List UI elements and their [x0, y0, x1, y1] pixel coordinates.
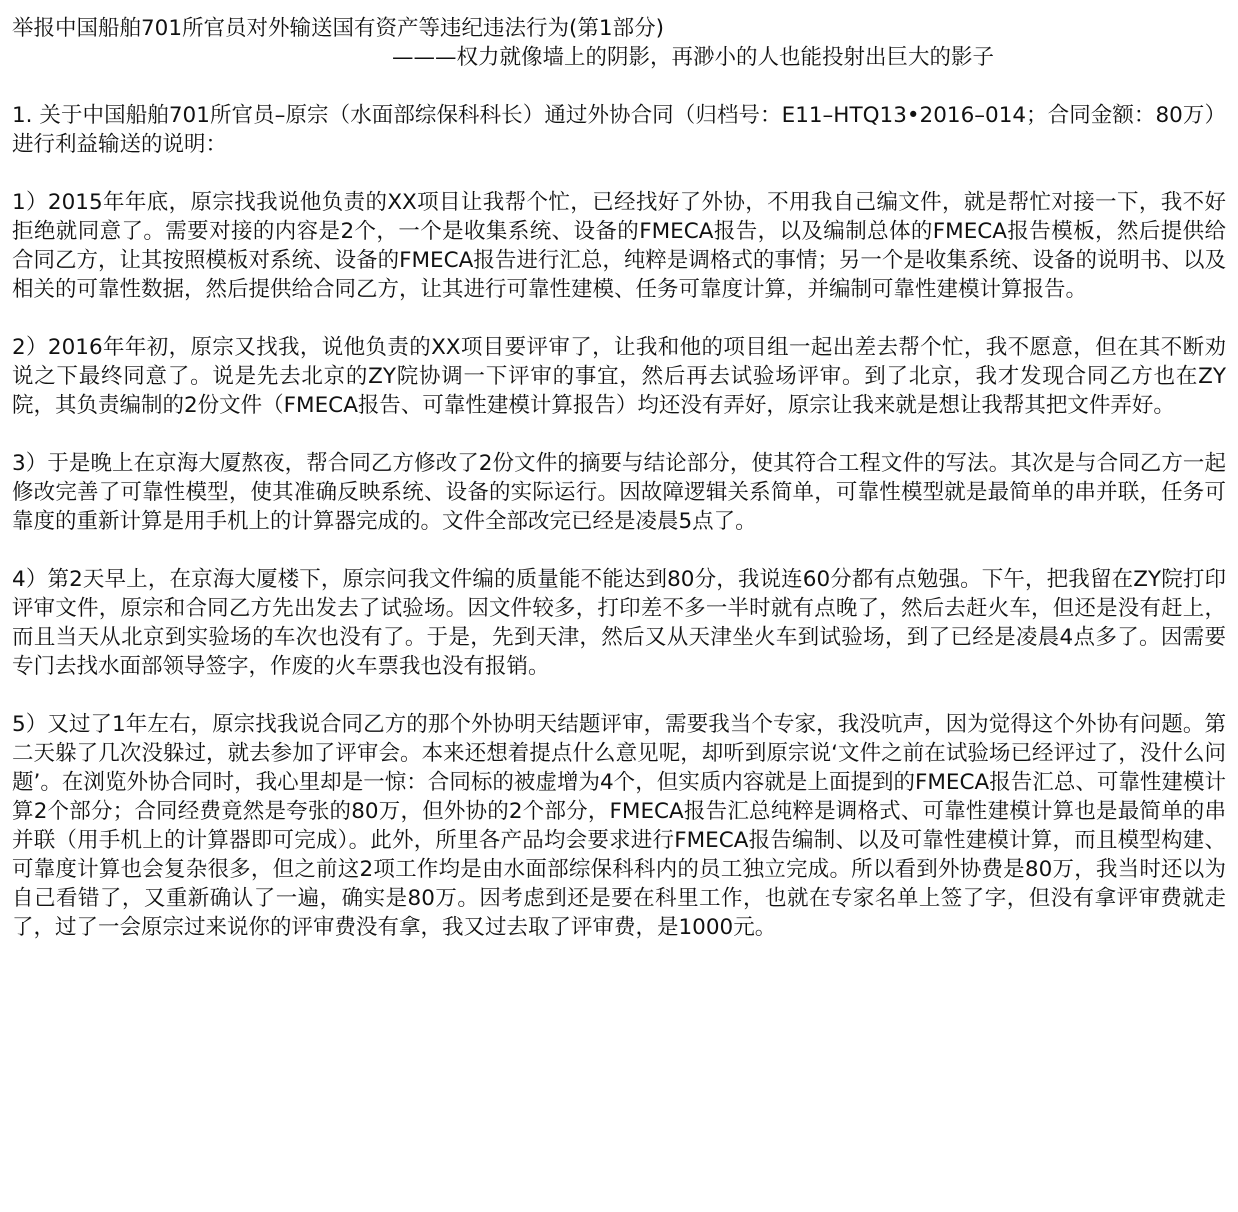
intro-paragraph: 1. 关于中国船舶701所官员–原宗（水面部综保科科长）通过外协合同（归档号：E11–HTQ13•2016–014；合同金额：80万）进行利益输送的说明： — [12, 103, 1226, 157]
spacer — [12, 159, 1226, 188]
spacer — [12, 72, 1226, 101]
spacer — [12, 681, 1226, 710]
spacer — [12, 304, 1226, 333]
spacer — [12, 420, 1226, 449]
paragraph-4: 4）第2天早上，在京海大厦楼下，原宗问我文件编的质量能不能达到80分，我说连60分都有点勉强。下午，把我留在ZY院打印评审文件，原宗和合同乙方先出发去了试验场。因文件较多，打印差不多一半时就有点晚了，然后去赶火车，但还是没有赶上，而且当天从北京到实验场的车次也没有了。于是，先到天津，然后又从天津坐火车到试验场，到了已经是凌晨4点多了。因需要专门去找水面部领导签字，作废的火车票我也没有报销。 — [12, 567, 1226, 679]
paragraph-5: 5）又过了1年左右，原宗找我说合同乙方的那个外协明天结题评审，需要我当个专家，我没吭声，因为觉得这个外协有问题。第二天躲了几次没躲过，就去参加了评审会。本来还想着提点什么意见呢，却听到原宗说‘文件之前在试验场已经评过了，没什么问题’。在浏览外协合同时，我心里却是一惊：合同标的被虚增为4个，但实质内容就是上面提到的FMECA报告汇总、可靠性建模计算2个部分；合同经费竟然是夸张的80万，但外协的2个部分，FMECA报告汇总纯粹是调格式、可靠性建模计算也是最简单的串并联（用手机上的计算器即可完成）。此外，所里各产品均会要求进行FMECA报告编制、以及可靠性建模计算，而且模型构建、可靠度计算也会复杂很多，但之前这2项工作均是由水面部综保科科内的员工独立完成。所以看到外协费是80万，我当时还以为自己看错了，又重新确认了一遍，确实是80万。因考虑到还是要在科里工作，也就在专家名单上签了字，但没有拿评审费就走了，过了一会原宗过来说你的评审费没有拿，我又过去取了评审费，是1000元。 — [12, 712, 1226, 940]
document-subtitle: ———权力就像墙上的阴影，再渺小的人也能投射出巨大的影子 — [392, 45, 995, 70]
document-title: 举报中国船舶701所官员对外输送国有资产等违纪违法行为(第1部分) — [12, 16, 664, 41]
spacer — [12, 536, 1226, 565]
paragraph-1: 1）2015年年底，原宗找我说他负责的XX项目让我帮个忙，已经找好了外协，不用我自己编文件，就是帮忙对接一下，我不好拒绝就同意了。需要对接的内容是2个，一个是收集系统、设备的FMECA报告，以及编制总体的FMECA报告模板，然后提供给合同乙方，让其按照模板对系统、设备的FMECA报告进行汇总，纯粹是调格式的事情；另一个是收集系统、设备的说明书、以及相关的可靠性数据，然后提供给合同乙方，让其进行可靠性建模、任务可靠度计算，并编制可靠性建模计算报告。 — [12, 190, 1226, 302]
paragraph-2: 2）2016年年初，原宗又找我，说他负责的XX项目要评审了，让我和他的项目组一起出差去帮个忙，我不愿意，但在其不断劝说之下最终同意了。说是先去北京的ZY院协调一下评审的事宜，然后再去试验场评审。到了北京，我才发现合同乙方也在ZY院，其负责编制的2份文件（FMECA报告、可靠性建模计算报告）均还没有弄好，原宗让我来就是想让我帮其把文件弄好。 — [12, 335, 1226, 418]
paragraph-3: 3）于是晚上在京海大厦熬夜，帮合同乙方修改了2份文件的摘要与结论部分，使其符合工程文件的写法。其次是与合同乙方一起修改完善了可靠性模型，使其准确反映系统、设备的实际运行。因故障逻辑关系简单，可靠性模型就是最简单的串并联，任务可靠度的重新计算是用手机上的计算器完成的。文件全部改完已经是凌晨5点了。 — [12, 451, 1226, 534]
